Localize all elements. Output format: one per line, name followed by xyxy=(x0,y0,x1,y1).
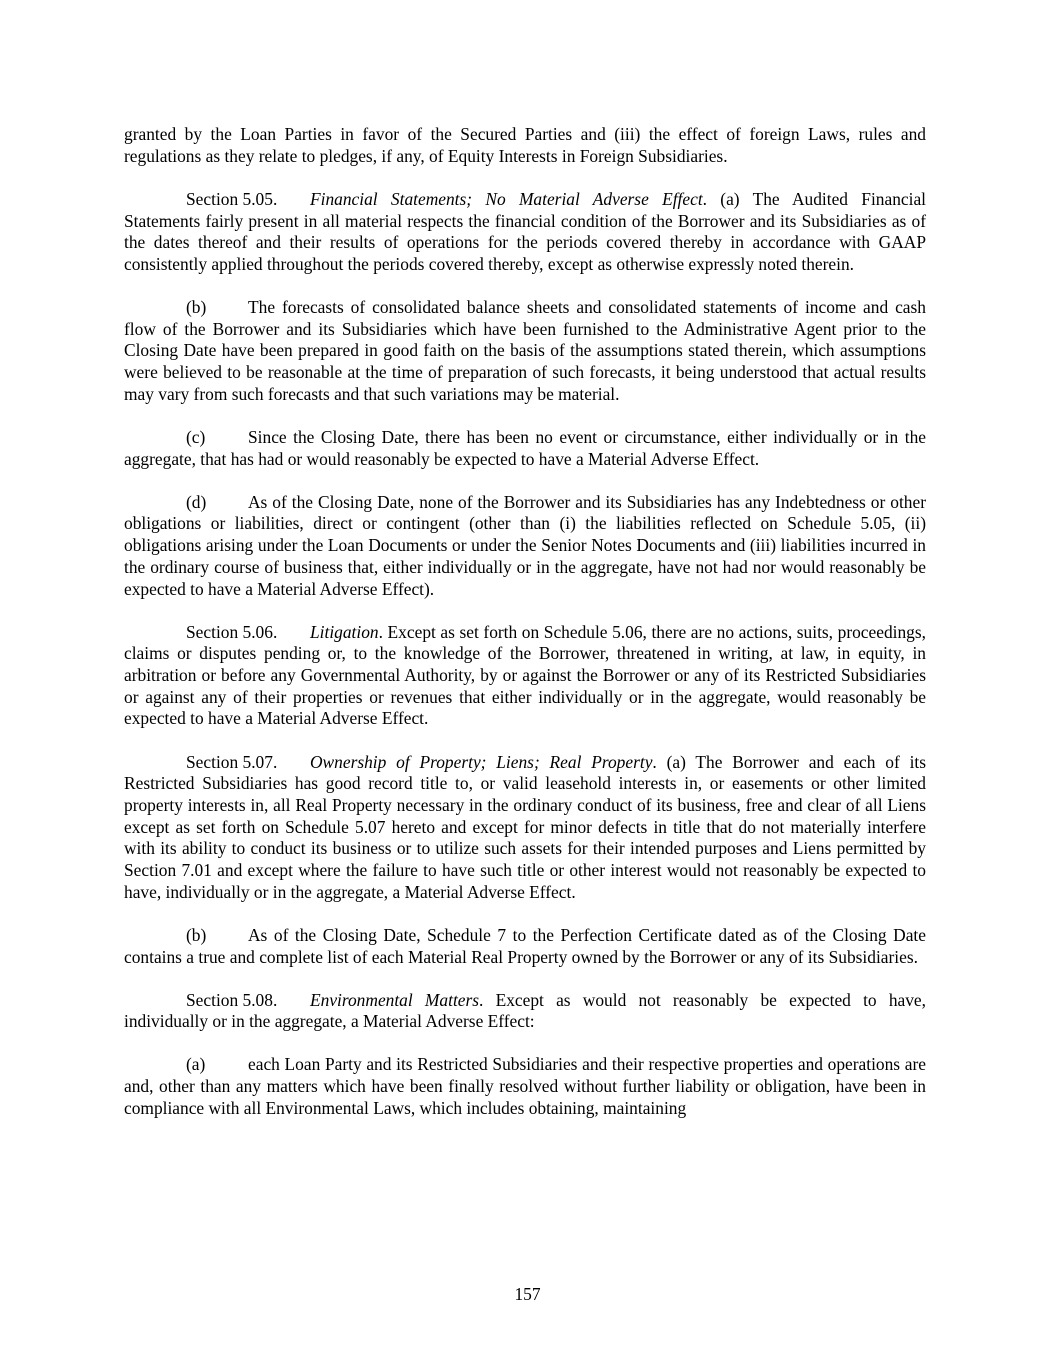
section-5-05-d xyxy=(124,492,926,601)
section-number: Section 5.07. xyxy=(186,751,278,772)
paragraph-continuation xyxy=(124,124,926,167)
clause-text: each Loan Party and its Restricted Subsidiaries and their respective properties and operations are and, other than any matters which have been finally resolved without further liability or obligation, have been in compliance with all Environmental Laws, which includes obtaining, maintaining xyxy=(124,1054,926,1118)
paragraph-text: granted by the Loan Parties in favor of the Secured Parties and (iii) the effect of foreign Laws, rules and regulations as they relate to pledges, if any, of Equity Interests in Foreign Subsidiaries. xyxy=(124,124,926,166)
section-title: Financial Statements; No Material Adverse Effect xyxy=(310,188,703,209)
section-5-08-a xyxy=(124,1054,926,1119)
clause-label: (b) xyxy=(186,297,207,317)
section-text: . Except as set forth on Schedule 5.06, there are no actions, suits, proceedings, claims or disputes pending or, to the knowledge of the Borrower, threatened in writing, at law, in equity, in arbitration or before any Governmental Authority, by or against the Borrower or any of its Restricted Subsidiaries or against any of their properties or revenues that either individually or in the aggregate, would reasonably be expected to have a Material Adverse Effect. xyxy=(124,621,926,729)
section-title: Environmental Matters xyxy=(310,989,480,1010)
section-5-07 xyxy=(124,752,926,904)
clause-text: As of the Closing Date, Schedule 7 to the Perfection Certificate dated as of the Closing Date contains a true and complete list of each Material Real Property owned by the Borrower or any of its Subsidiaries. xyxy=(124,924,926,967)
section-5-06 xyxy=(124,622,926,731)
section-title: Ownership of Property; Liens; Real Property xyxy=(310,751,653,772)
section-5-05 xyxy=(124,189,926,276)
section-text: . (a) The Borrower and each of its Restricted Subsidiaries has good record title to, or valid leasehold interests in, or easements or other limited property interests in, all Real Property necessary in the ordinary conduct of its business, free and clear of all Liens except as set forth on Schedule 5.07 hereto and except for minor defects in title that do not materially interfere with its ability to conduct its business or to utilize such assets for their intended purposes and Liens permitted by Section 7.01 and except where the failure to have such title or other interest would not reasonably be expected to have, individually or in the aggregate, a Material Adverse Effect. xyxy=(124,751,927,902)
clause-label: (b) xyxy=(186,924,207,945)
clause-text: Since the Closing Date, there has been no event or circumstance, either individually or in the aggregate, that has had or would reasonably be expected to have a Material Adverse Effect. xyxy=(124,426,926,469)
section-5-08 xyxy=(124,990,926,1033)
clause-text: The forecasts of consolidated balance sheets and consolidated statements of income and cash flow of the Borrower and its Subsidiaries which have been furnished to the Administrative Agent prior to the Closing Date have been prepared in good faith on the basis of the assumptions stated therein, which assumptions were believed to be reasonable at the time of preparation of such forecasts, it being understood that actual results may vary from such forecasts and that such variations may be material. xyxy=(124,297,926,404)
section-5-05-c xyxy=(124,427,926,470)
section-number: Section 5.08. xyxy=(186,989,278,1010)
section-title: Litigation xyxy=(310,621,379,642)
section-number: Section 5.06. xyxy=(186,621,278,642)
section-5-05-b xyxy=(124,297,926,406)
section-number: Section 5.05. xyxy=(186,188,278,209)
clause-text: As of the Closing Date, none of the Borrower and its Subsidiaries has any Indebtedness or other obligations or liabilities, direct or contingent (other than (i) the liabilities reflected on Schedule 5.05, (ii) obligations arising under the Loan Documents or under the Senior Notes Documents and (iii) liabilities incurred in the ordinary course of business that, either individually or in the aggregate, have not had nor would reasonably be expected to have a Material Adverse Effect). xyxy=(124,491,926,599)
section-text: . Except as would not reasonably be expected to have, individually or in the aggregate, a Material Adverse Effect: xyxy=(124,989,926,1032)
clause-label: (d) xyxy=(186,491,207,512)
section-text: . (a) The Audited Financial Statements fairly present in all material respects the financial condition of the Borrower and its Subsidiaries as of the dates thereof and their results of operations for the periods covered thereby in accordance with GAAP consistently applied throughout the periods covered thereby, except as otherwise expressly noted therein. xyxy=(124,188,926,274)
page-number: 157 xyxy=(514,1284,541,1304)
clause-label: (c) xyxy=(186,426,206,447)
document-page xyxy=(124,124,926,1141)
section-5-07-b xyxy=(124,925,926,968)
clause-label: (a) xyxy=(186,1054,206,1075)
